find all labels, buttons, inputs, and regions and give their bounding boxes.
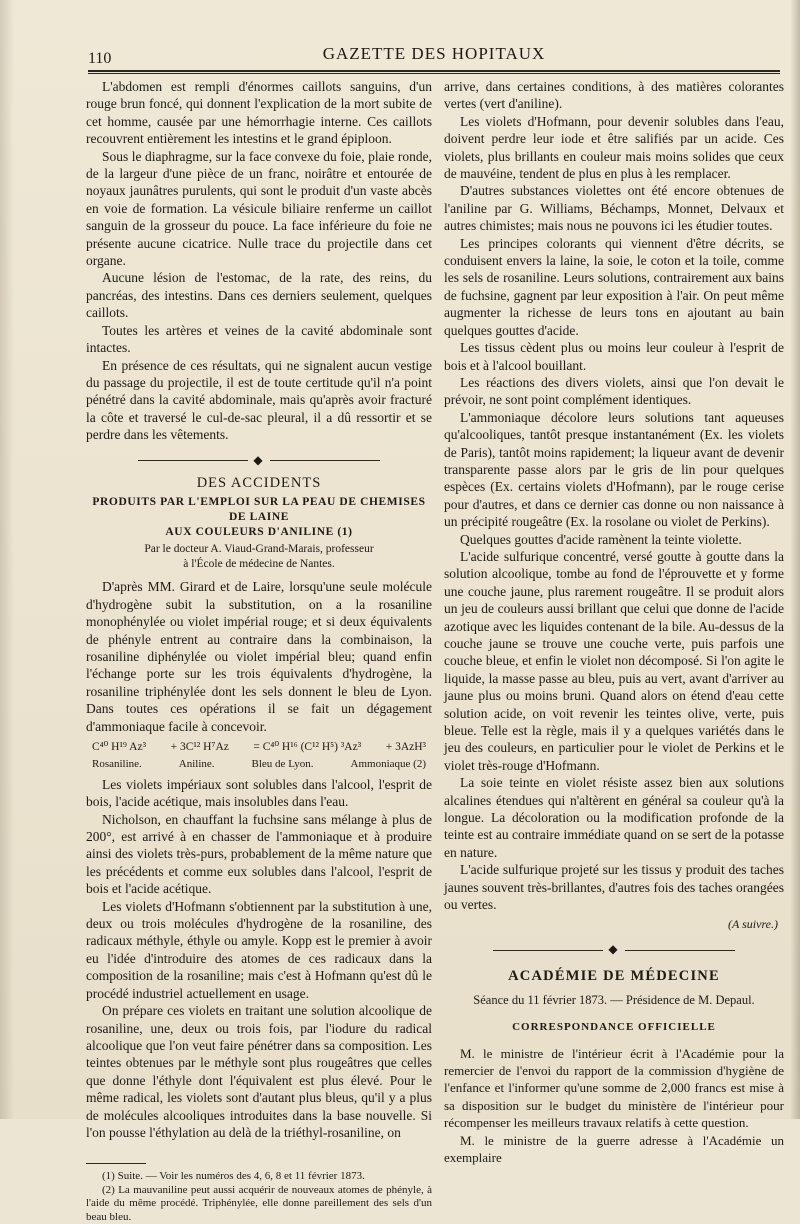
article-title: DES ACCIDENTS — [196, 474, 322, 491]
page-shadow-left — [0, 0, 14, 1119]
page-shadow-right — [790, 0, 800, 1119]
paragraph: Les principes colorants qui viennent d'être décrits, se conduisent envers la laine, la soie, le coton et la toile, comme les sels de rosaniline. Leurs solutions, contrairement aux bains de fuchsine, gagnent par leur exposition à l'air. On peut même augmenter la richesse de leurs tons en ajoutant au bain quelques gouttes d'acide. — [444, 235, 784, 338]
paragraph: L'ammoniaque décolore leurs solutions tant aqueuses qu'alcooliques, tantôt presque instantanément (Ex. les violets de Paris), tantôt moins rapidement; la liqueur avant de devenir transparente passe alors par le gris de lin pour quelques espèces (Ex. certains violets d'Hofmann), par le rouge cerise pour d'autres, et dans ce dernier cas donne ou non naissance à un précipité rougeâtre (Ex. la rosolane ou violet de Perkins). — [444, 409, 784, 530]
correspondence-title: CORRESPONDANCE OFFICIELLE — [512, 1021, 716, 1034]
formula-label: Ammoniaque (2) — [350, 758, 426, 771]
paragraph: Les tissus cèdent plus ou moins leur couleur à l'esprit de bois et à l'alcool bouillant. — [444, 340, 784, 373]
paragraph: La soie teinte en violet résiste assez bien aux solutions alcalines étendues qui n'altèrent en général sa couleur qu'à la longue. La décoloration ou la modification profonde de la teinte est au contraire immédiate quand on se sert de la potasse en nature. — [444, 775, 784, 860]
paragraph: On prépare ces violets en traitant une solution alcoolique de rosaniline, une, deux ou trois fois, par l'iodure du radical alcoolique que l'on veut faire pénétrer dans sa composition. Les teintes obtenues par le méthyle sont plus rougeâtres que celles que donne l'éthyle dont l'équivalent est plus élevé. Pour le même radical, les violets sont d'autant plus bleus, qu'il y a plus de molécules alcooliques introduites dans la base nouvelle. Si l'on pousse l'éthylation au delà de la triéthyl-rosaniline, on — [86, 1003, 432, 1140]
byline-line: à l'École de médecine de Nantes. — [183, 558, 335, 571]
paragraph: D'autres substances violettes ont été encore obtenues de l'aniline par G. Williams, Béchamps, Monnet, Delvaux et autres chimistes; mais nous ne pouvons ici les étudier toutes. — [444, 183, 784, 234]
paragraph: En présence de ces résultats, qui ne signalent aucun vestige du passage du projectile, il est de toute certitude qu'il n'a point pénétré dans la cavité abdominale, mais qu'après avoir fracturé la côte et traversé le cul-de-sac pleural, il a dû ressortir et se perdre dans les vêtements. — [86, 357, 432, 443]
paragraph: M. le ministre de l'intérieur écrit à l'Académie pour la remercier de l'envoi du rapport de la commission d'hygiène de l'enfance et l'informer qu'une somme de 2,000 francs est mise à sa disposition sur le budget du ministère de l'intérieur pour récompenser les meilleurs travaux relatifs à cette question. — [444, 1045, 784, 1131]
right-column — [444, 78, 784, 1166]
paragraph: Les violets impériaux sont solubles dans l'alcool, l'esprit de bois, l'acide acétique, mais insolubles dans l'eau. — [86, 776, 432, 810]
journal-title: GAZETTE DES HOPITAUX — [322, 44, 546, 63]
formula-term: C⁴⁰ H¹⁹ Az³ — [92, 741, 147, 753]
footnote: (1) Suite. — Voir les numéros des 4, 6, 8 et 11 février 1873. — [102, 1170, 365, 1183]
paragraph: L'acide sulfurique projeté sur les tissus y produit des taches jaunes souvent très-brillantes, d'autres fois des taches orangées ou vertes. — [444, 862, 784, 913]
left-column — [86, 78, 432, 1224]
formula-label: Bleu de Lyon. — [251, 758, 314, 771]
section-divider: ◆ — [444, 941, 784, 958]
formula-term: = C⁴⁰ H¹⁶ (C¹² H⁵) ³Az³ — [253, 741, 362, 753]
formula-labels — [86, 756, 432, 773]
section-divider: ◆ — [86, 452, 432, 469]
formula-term: + 3C¹² H⁷Az — [170, 741, 229, 753]
paragraph: Aucune lésion de l'estomac, de la rate, des reins, du pancréas, des intestins. Dans ces derniers seulement, quelques caillots. — [86, 270, 432, 321]
chemical-formula — [86, 739, 432, 756]
paragraph: Les violets d'Hofmann, pour devenir solubles dans l'eau, doivent perdre leur iode et être salifiés par un acide. Ces violets, plus brillants en couleur mais moins solides que ceux de mauvéine, tendent de plus en plus à les remplacer. — [444, 113, 784, 182]
footnote-rule — [86, 1163, 146, 1164]
paragraph: Les violets d'Hofmann s'obtiennent par la substitution à une, deux ou trois molécules d'hydrogène de la rosaniline, des radicaux méthyle, éthyle ou amyle. Kopp est le premier à avoir eu l'idée d'introduire des atomes de ces radicaux dans la composition de la rosaniline; mais c'est à Hofmann qu'est dû le procédé industriel actuellement en usage. — [86, 898, 432, 1001]
header-rule — [88, 70, 780, 74]
to-be-continued: (A suivre.) — [728, 916, 778, 931]
paragraph: Sous le diaphragme, sur la face convexe du foie, plaie ronde, de la largeur d'une pièce de un franc, noirâtre et entourée de noyaux jaunâtres purulents, qui sont le produit d'un vaste abcès en voie de formation. La vésicule biliaire renferme un caillot sanguin de la grosseur du pouce. La face inférieure du foie ne présente aucune cicatrice. Nulle trace du projectile dans cet organe. — [86, 148, 432, 269]
byline-line: Par le docteur A. Viaud-Grand-Marais, professeur — [144, 543, 374, 556]
article-subtitle: PRODUITS PAR L'EMPLOI SUR LA PEAU DE CHEMISES DE LAINE — [92, 496, 426, 524]
paragraph: Toutes les artères et veines de la cavité abdominale sont intactes. — [86, 322, 432, 356]
page-header — [88, 44, 780, 72]
session-line: Séance du 11 février 1873. — Présidence de M. Depaul. — [473, 992, 755, 1007]
academy-title: ACADÉMIE DE MÉDECINE — [508, 968, 720, 985]
paragraph: D'après MM. Girard et de Laire, lorsqu'une seule molécule d'hydrogène subit la substitution, on a la rosaniline monophénylée ou violet impérial rouge; et si deux équivalents de phényle entrent au contraire dans la combinaison, la rosaniline diphénylée ou violet impérial bleu; quand enfin l'échange porte sur les trois équivalents d'hydrogène, la rosaniline triphénylée dont les sels donnent le bleu de Lyon. Dans toutes ces opérations il se fait un dégagement d'ammoniaque facile à concevoir. — [86, 579, 432, 734]
formula-label: Rosaniline. — [92, 758, 142, 771]
formula-term: + 3AzH³ — [385, 741, 426, 753]
paragraph: M. le ministre de la guerre adresse à l'Académie un exemplaire — [444, 1132, 784, 1165]
page-number: 110 — [88, 50, 112, 67]
author-byline — [86, 542, 432, 572]
paragraph: L'acide sulfurique concentré, versé goutte à goutte dans la solution alcoolique, tombe au fond de l'éprouvette et y forme une couche jaune, plus rarement rougeâtre. Il se produit alors un jeu de couleurs aussi brillant que celui que donne de l'acide azotique avec les liquides contenant de la bile. Au-dessus de la couche jaune se trouve une couche verte, puis parfois une couche bleue, et enfin le violet non décomposé. Si l'on agite le liquide, la masse passe au bleu, puis au vert, avant d'arriver au jaune plus ou moins bruni. Quand alors on étend d'eau cette solution acide, on voit revenir les teintes olive, verte, puis bleue. Telle est la règle, mais il y a quelques variétés dans le jeu des couleurs, en particulier pour le violet de Perkins et le violet très-rouge d'Hofmann. — [444, 548, 784, 773]
paragraph: L'abdomen est rempli d'énormes caillots sanguins, d'un rouge brun foncé, qui donnent l'explication de la mort subite de cet homme, causée par une hémorrhagie interne. Ces caillots recouvrent entièrement les intestins et le grand épiploon. — [86, 79, 432, 147]
paragraph: Les réactions des divers violets, ainsi que l'on devait le prévoir, ne sont point complément identiques. — [444, 374, 784, 408]
footnote: (2) La mauvaniline peut aussi acquérir de nouveaux atomes de phényle, à l'aide du même procédé. Triphénylée, elle donne pareillement des sels d'un beau bleu. — [86, 1183, 432, 1223]
article-subtitle: AUX COULEURS D'ANILINE (1) — [165, 526, 353, 539]
paragraph: arrive, dans certaines conditions, à des matières colorantes vertes (vert d'aniline). — [444, 79, 784, 112]
paragraph: Nicholson, en chauffant la fuchsine sans mélange à plus de 200°, est arrivé à en chasser de l'ammoniaque et à produire ainsi des violets très-purs, probablement de la même nature que les précédents et comme eux solubles dans l'alcool, l'esprit de bois et l'acide acétique. — [86, 811, 432, 897]
formula-label: Aniline. — [178, 758, 215, 771]
paragraph: Quelques gouttes d'acide ramènent la teinte violette. — [460, 531, 742, 547]
